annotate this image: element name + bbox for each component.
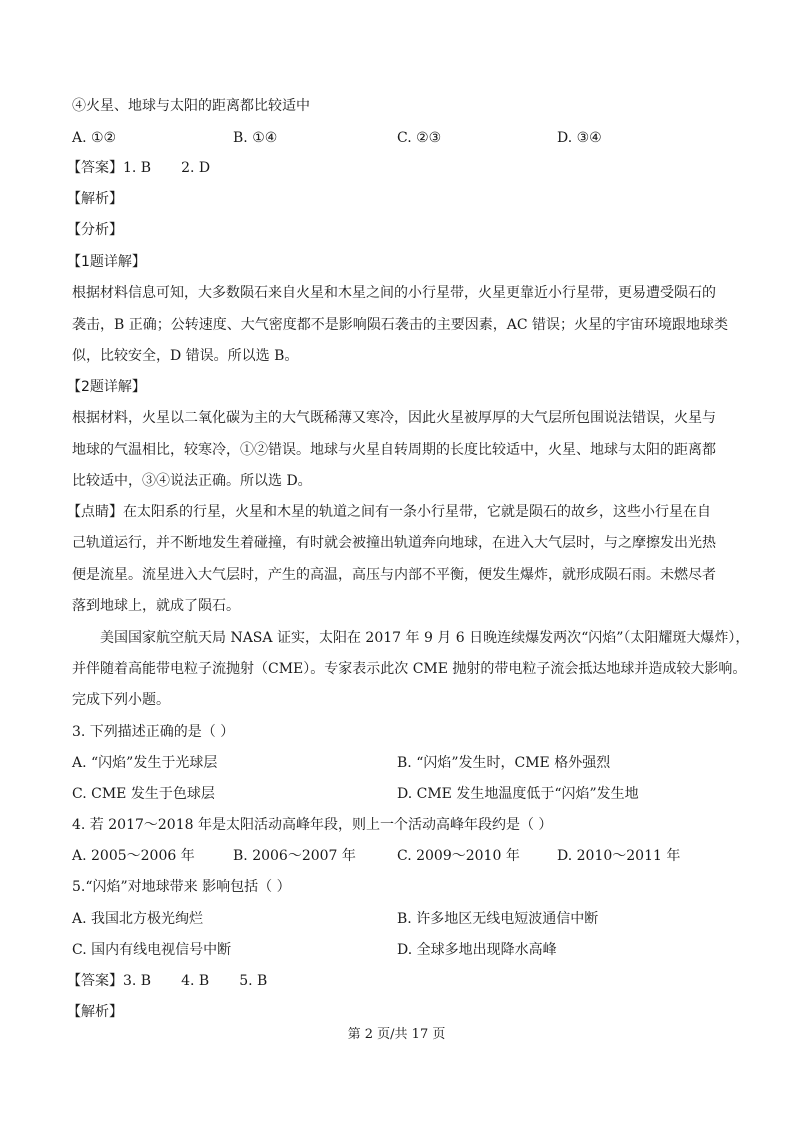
answer-tag: 【答案】 [67, 160, 123, 176]
analysis-heading-2: 【解析】 [67, 1004, 123, 1020]
answer-4: 4. B [181, 973, 210, 989]
q2-detail-heading: 【2题详解】 [67, 379, 146, 395]
material-line-2: 并伴随着高能带电粒子流抛射（CME）。专家表示此次 CME 抛射的带电粒子流会抵达地球并造成较大影响。 [72, 661, 747, 677]
answer-1: 1. B [123, 160, 152, 176]
q1-detail-line-1: 根据材料信息可知，大多数陨石来自火星和木星之间的小行星带，火星更靠近小行星带，更易遭受陨石的 [72, 285, 716, 301]
page-footer: 第 2 页/共 17 页 [347, 1027, 446, 1042]
q5-option-a: A. 我国北方极光绚烂 [72, 911, 204, 927]
answer-line-1 [67, 158, 210, 178]
q4-option-a: A. 2005～2006 年 [72, 848, 195, 864]
q3-option-a: A. “闪焰”发生于光球层 [72, 755, 218, 771]
q4-option-c: C. 2009～2010 年 [397, 848, 520, 864]
answer-tag-2: 【答案】 [67, 973, 123, 989]
statement-4: ④火星、地球与太阳的距离都比较适中 [72, 98, 310, 114]
question-5-stem: 5.“闪焰”对地球带来 影响包括（ ） [72, 879, 291, 895]
q1-detail-line-2: 袭击，B 正确；公转速度、大气密度都不是影响陨石袭击的主要因素，AC 错误；火星的宇宙环境跟地球类 [72, 317, 729, 333]
q1-detail-heading: 【1题详解】 [67, 254, 146, 270]
q5-option-c: C. 国内有线电视信号中断 [72, 942, 232, 958]
analysis-heading: 【解析】 [67, 191, 123, 207]
dianjing-line-1: 【点睛】在太阳系的行星，火星和木星的轨道之间有一条小行星带，它就是陨石的故乡，这些小行星在自 [67, 504, 711, 520]
q4-option-d: D. 2010～2011 年 [557, 848, 681, 864]
q2-detail-line-1: 根据材料，火星以二氧化碳为主的大气既稀薄又寒冷，因此火星被厚厚的大气层所包围说法错误，火星与 [72, 410, 716, 426]
answer-5: 5. B [239, 973, 268, 989]
answer-line-2 [67, 971, 267, 991]
q4-option-b: B. 2006～2007 年 [233, 848, 356, 864]
option-b: B. ①④ [233, 130, 278, 146]
material-line-3: 完成下列小题。 [72, 692, 170, 708]
q5-option-b: B. 许多地区无线电短波通信中断 [397, 911, 599, 927]
q2-detail-line-2: 地球的气温相比，较寒冷，①②错误。地球与火星自转周期的长度比较适中，火星、地球与太阳的距离都 [72, 442, 716, 458]
q3-option-c: C. CME 发生于色球层 [72, 786, 215, 802]
material-line-1: 美国国家航空航天局 NASA 证实，太阳在 2017 年 9 月 6 日晚连续爆发两次“闪焰”（太阳耀斑大爆炸）， [100, 630, 750, 646]
q3-option-d: D. CME 发生地温度低于“闪焰”发生地 [397, 786, 639, 802]
q3-option-b: B. “闪焰”发生时，CME 格外强烈 [397, 755, 611, 771]
option-d: D. ③④ [557, 130, 602, 146]
dianjing-line-2: 己轨道运行，并不断地发生着碰撞，有时就会被撞出轨道奔向地球，在进入大气层时，与之摩擦发出光热 [72, 535, 716, 551]
q2-detail-line-3: 比较适中，③④说法正确。所以选 D。 [72, 473, 312, 489]
q1-detail-line-3: 似，比较安全，D 错误。所以选 B。 [72, 348, 299, 364]
question-4-stem: 4. 若 2017～2018 年是太阳活动高峰年段，则上一个活动高峰年段约是（ ） [72, 817, 553, 833]
fenxi-heading: 【分析】 [67, 222, 123, 238]
q5-option-d: D. 全球多地出现降水高峰 [397, 942, 557, 958]
dianjing-line-3: 便是流星。流星进入大气层时，产生的高温，高压与内部不平衡，便发生爆炸，就形成陨石雨。未燃尽者 [72, 567, 716, 583]
answer-3: 3. B [123, 973, 152, 989]
question-3-stem: 3. 下列描述正确的是（ ） [72, 724, 235, 740]
dianjing-line-4: 落到地球上，就成了陨石。 [72, 598, 240, 614]
answer-2: 2. D [181, 160, 211, 176]
option-c: C. ②③ [397, 130, 442, 146]
option-a: A. ①② [72, 130, 117, 146]
